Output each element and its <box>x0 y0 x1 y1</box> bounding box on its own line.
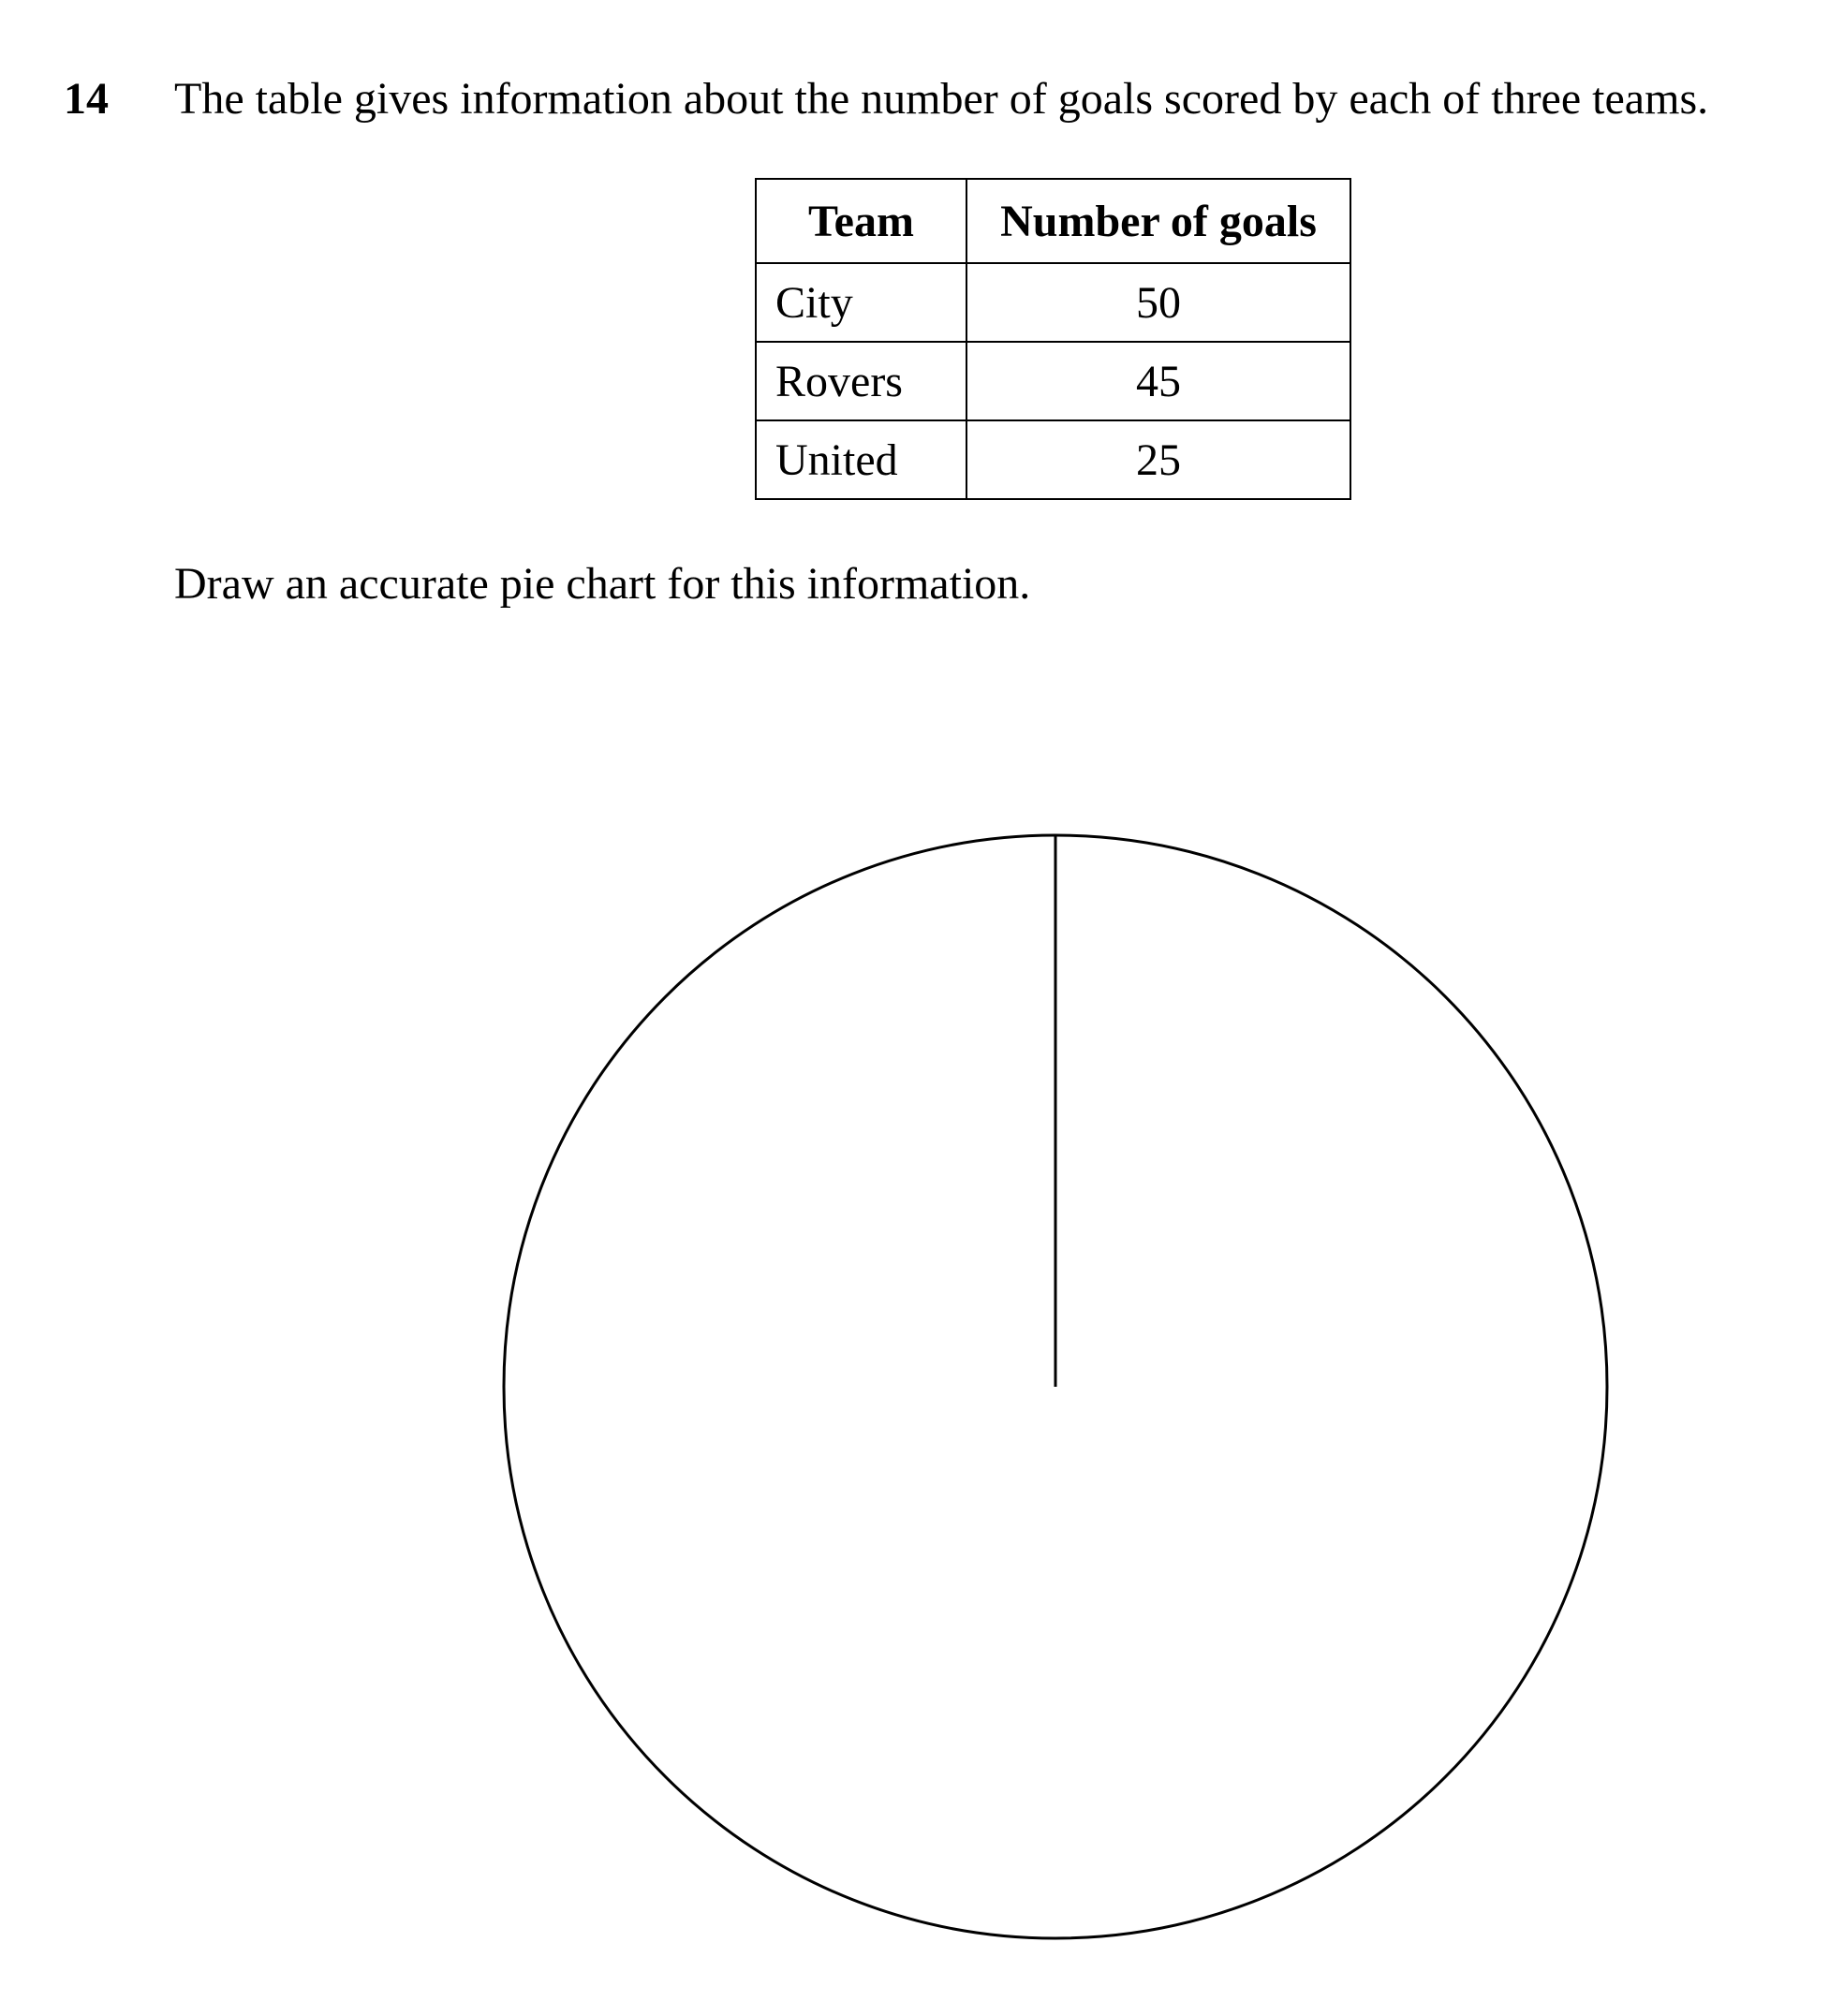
question-text: The table gives information about the number of goals scored by each of three teams. <box>174 74 1709 124</box>
team-cell: Rovers <box>756 342 966 420</box>
header-team: Team <box>756 179 966 263</box>
team-cell: City <box>756 263 966 342</box>
pie-chart-template <box>496 824 1620 1948</box>
table-row <box>756 342 1350 420</box>
pie-chart-svg <box>496 824 1620 1948</box>
team-cell: United <box>756 420 966 499</box>
table-header-row <box>756 179 1350 263</box>
goals-cell: 25 <box>966 420 1350 499</box>
table-row <box>756 263 1350 342</box>
question-number: 14 <box>64 74 109 124</box>
goals-cell: 50 <box>966 263 1350 342</box>
table-row <box>756 420 1350 499</box>
goals-cell: 45 <box>966 342 1350 420</box>
goals-table <box>755 178 1351 500</box>
instruction-text: Draw an accurate pie chart for this information. <box>174 559 1031 609</box>
header-number-of-goals: Number of goals <box>966 179 1350 263</box>
